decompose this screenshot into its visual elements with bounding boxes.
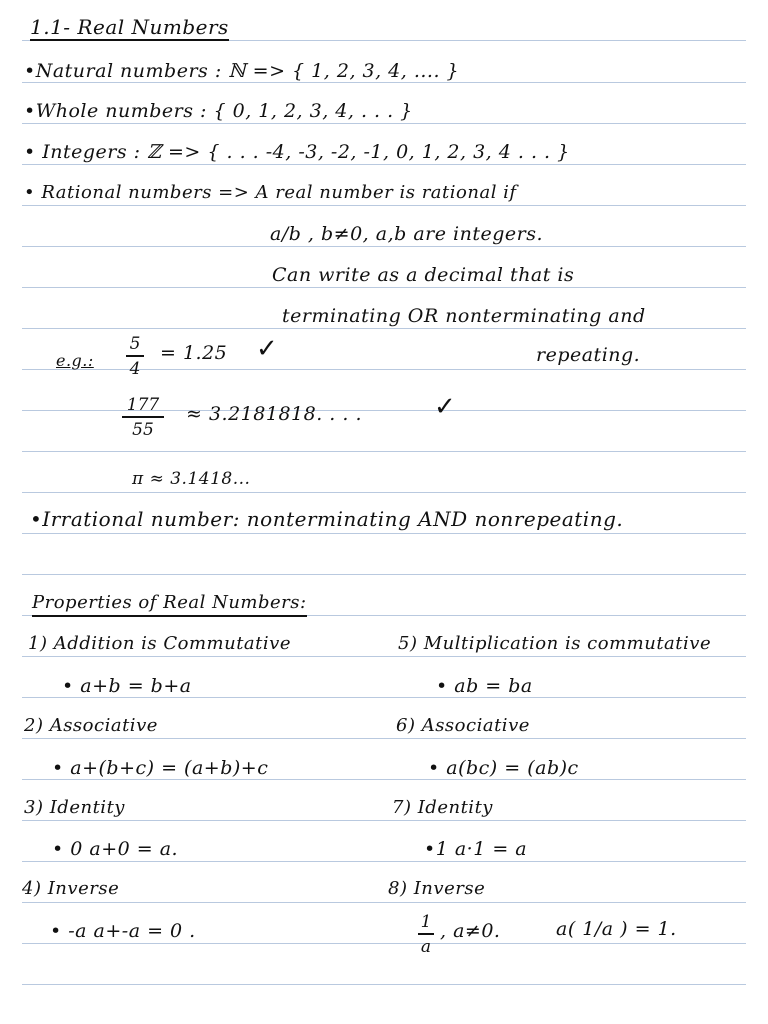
fraction-bar xyxy=(418,933,434,935)
property-1-title: 1) Addition is Commutative xyxy=(28,633,291,654)
property-7-title: 7) Identity xyxy=(392,797,493,818)
ruled-line xyxy=(22,533,746,534)
property-5-title: 5) Multiplication is commutative xyxy=(398,633,712,654)
fraction-denominator: 4 xyxy=(129,359,141,379)
example-label: e.g.: xyxy=(56,351,94,370)
ruled-line xyxy=(22,943,746,944)
property-6-title: 6) Associative xyxy=(396,715,530,736)
ruled-line xyxy=(22,164,746,165)
example-1-result: = 1.25 xyxy=(160,342,228,364)
integers-line: • Integers : ℤ => { . . . -4, -3, -2, -1, 0, 1, 2, 3, 4 . . . } xyxy=(24,141,570,163)
ruled-line xyxy=(22,246,746,247)
ruled-line xyxy=(22,697,746,698)
ruled-line xyxy=(22,738,746,739)
ruled-line xyxy=(22,984,746,985)
property-5-example: • ab = ba xyxy=(436,675,533,697)
property-8-title: 8) Inverse xyxy=(388,878,486,899)
fraction-numerator: 1 xyxy=(420,912,432,932)
ruled-line xyxy=(22,861,746,862)
fraction-numerator: 177 xyxy=(126,395,160,415)
property-7-example: •1 a·1 = a xyxy=(424,838,528,860)
property-1-example: • a+b = b+a xyxy=(62,675,192,697)
rational-repeating-word: repeating. xyxy=(536,344,641,366)
property-8-equation: a( 1/a ) = 1. xyxy=(556,918,677,940)
rational-decimal-line: Can write as a decimal that is xyxy=(272,264,575,286)
fraction-177-over-55 xyxy=(122,395,164,440)
property-2-example: • a+(b+c) = (a+b)+c xyxy=(52,757,269,779)
property-8-condition: , a≠0. xyxy=(440,920,501,942)
fraction-5-over-4 xyxy=(126,334,144,379)
fraction-denominator: a xyxy=(420,937,432,957)
check-mark-icon: ✓ xyxy=(434,392,457,422)
natural-numbers-line: •Natural numbers : ℕ => { 1, 2, 3, 4, .... } xyxy=(24,60,460,82)
ruled-line xyxy=(22,82,746,83)
property-4-title: 4) Inverse xyxy=(22,878,120,899)
ruled-line xyxy=(22,123,746,124)
ruled-line xyxy=(22,492,746,493)
property-2-title: 2) Associative xyxy=(24,715,158,736)
ruled-line xyxy=(22,779,746,780)
fraction-denominator: 55 xyxy=(132,420,154,440)
whole-numbers-line: •Whole numbers : { 0, 1, 2, 3, 4, . . . } xyxy=(24,100,413,122)
page-title: 1.1- Real Numbers xyxy=(30,15,229,39)
property-6-example: • a(bc) = (ab)c xyxy=(428,757,579,779)
ruled-line xyxy=(22,902,746,903)
ruled-line xyxy=(22,656,746,657)
ruled-line xyxy=(22,205,746,206)
rational-terminating-line: terminating OR nonterminating and xyxy=(282,305,646,327)
property-4-example: • -a a+-a = 0 . xyxy=(50,920,196,942)
fraction-bar xyxy=(126,355,144,357)
fraction-numerator: 5 xyxy=(129,334,141,354)
ruled-line xyxy=(22,287,746,288)
rational-numbers-line: • Rational numbers => A real number is rational if xyxy=(24,182,517,203)
properties-heading: Properties of Real Numbers: xyxy=(32,592,307,617)
fraction-bar xyxy=(122,416,164,418)
irrational-numbers-line: •Irrational number: nonterminating AND nonrepeating. xyxy=(30,507,624,531)
property-3-title: 3) Identity xyxy=(24,797,125,818)
property-3-example: • 0 a+0 = a. xyxy=(52,838,179,860)
pi-approximation: π ≈ 3.1418... xyxy=(132,469,251,489)
ruled-line xyxy=(22,574,746,575)
ruled-line xyxy=(22,451,746,452)
rational-condition-line: a/b , b≠0, a,b are integers. xyxy=(270,223,543,245)
check-mark-icon: ✓ xyxy=(256,334,279,364)
ruled-line xyxy=(22,820,746,821)
example-2-result: ≈ 3.2181818. . . . xyxy=(186,403,362,425)
ruled-line xyxy=(22,328,746,329)
fraction-1-over-a xyxy=(418,912,434,957)
